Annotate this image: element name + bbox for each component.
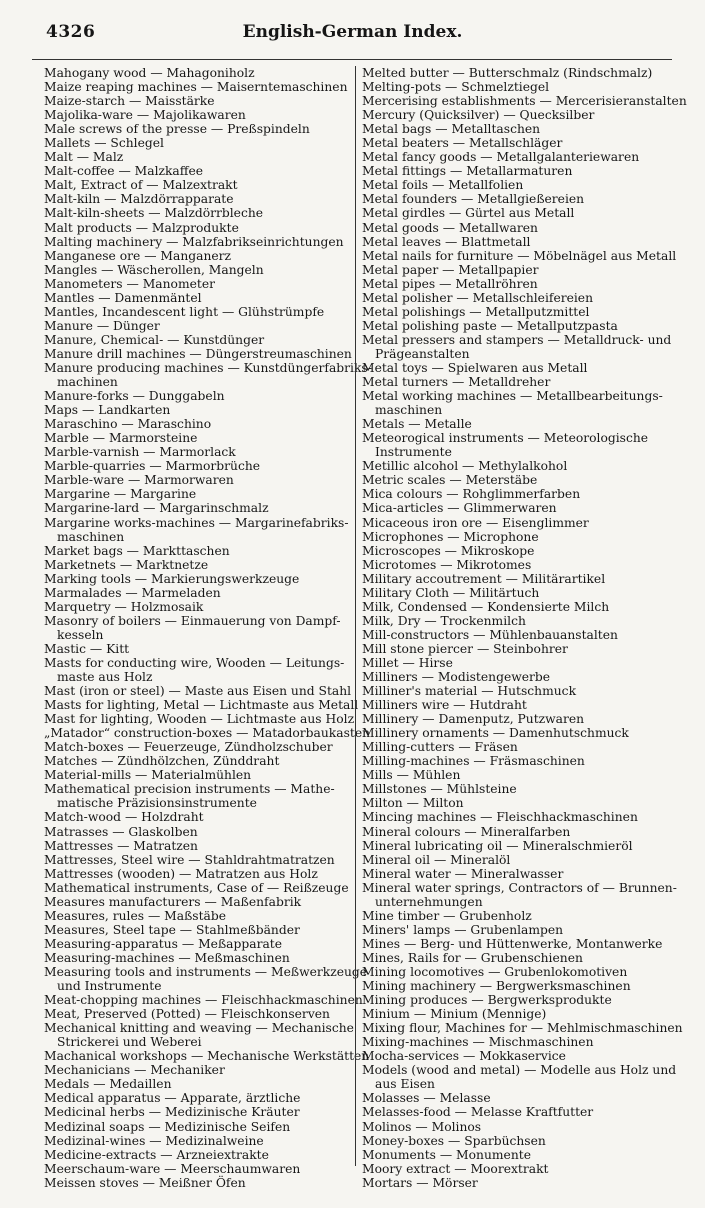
index-entry: Milk, Condensed — Kondensierte Milch xyxy=(362,599,610,614)
index-entry: Metal pressers and stampers — Metalldruck- und Prägeanstalten xyxy=(362,332,672,361)
index-entry: Metal beaters — Metallschläger xyxy=(362,136,563,151)
index-entry: Mercerising establishments — Mercerisieranstalten xyxy=(362,94,687,109)
index-entry: Manganese ore — Manganerz xyxy=(44,248,232,263)
index-entry: Mocha-services — Mokkaservice xyxy=(362,1049,566,1064)
index-entry: Metal founders — Metallgießereien xyxy=(362,192,585,207)
index-entry: Maraschino — Maraschino xyxy=(44,417,212,432)
index-entry: Mineral colours — Mineralfarben xyxy=(362,824,571,839)
index-entry: Mantles — Damenmäntel xyxy=(44,290,202,305)
index-entry: Malt-kiln-sheets — Malzdörrbleche xyxy=(44,206,264,221)
index-entry: Marble — Marmorsteine xyxy=(44,431,198,446)
index-entry: Match-wood — Holzdraht xyxy=(44,810,204,825)
index-entry: Milling-cutters — Fräsen xyxy=(362,740,518,755)
index-entry: Mines — Berg- und Hüttenwerke, Montanwerke xyxy=(362,936,663,951)
index-entry: Matrasses — Glaskolben xyxy=(44,824,198,839)
index-entry: Melted butter — Butterschmalz (Rindschmalz) xyxy=(362,66,653,80)
index-entry: Medizinal-wines — Medizinalweine xyxy=(44,1133,264,1148)
index-entry: Measures manufacturers — Maßenfabrik xyxy=(44,894,302,909)
index-entry: Meerschaum-ware — Meerschaumwaren xyxy=(44,1161,301,1176)
index-entry: Mathematical precision instruments — Mathe- matische Präzisionsinstrumente xyxy=(44,782,335,811)
index-entry: Margarine — Margarine xyxy=(44,487,197,502)
index-entry: Medicine-extracts — Arzneiextrakte xyxy=(44,1147,269,1162)
index-entry: Mathematical instruments, Case of — Reißzeuge xyxy=(44,880,349,895)
index-column-right xyxy=(362,66,687,1190)
index-entry: Margarine-lard — Margarinschmalz xyxy=(44,501,269,516)
index-column-left xyxy=(44,66,372,1190)
index-entry: Milton — Milton xyxy=(362,796,464,811)
column-divider xyxy=(355,66,356,1166)
index-entry: Mine timber — Grubenholz xyxy=(362,908,532,923)
index-entry: Maize-starch — Maisstärke xyxy=(44,94,215,109)
index-entry: Mill-constructors — Mühlenbauanstalten xyxy=(362,627,618,642)
index-entry: Metal fittings — Metallarmaturen xyxy=(362,164,573,179)
index-entry: Metal polishings — Metallputzmittel xyxy=(362,304,590,319)
index-entry: Mast for lighting, Wooden — Lichtmaste aus Holz xyxy=(44,712,355,727)
index-entry: Millet — Hirse xyxy=(362,655,453,670)
index-entry: Margarine works-machines — Margarinefabriks- maschinen xyxy=(44,515,349,544)
index-entry: Mica colours — Rohglimmerfarben xyxy=(362,487,581,502)
index-entry: Microphones — Microphone xyxy=(362,529,539,544)
index-entry: Mahogany wood — Mahagoniholz xyxy=(44,66,255,80)
index-entry: Money-boxes — Sparbüchsen xyxy=(362,1133,546,1148)
index-entry: Marking tools — Markierungswerkzeuge xyxy=(44,571,300,586)
index-entry: Mast (iron or steel) — Maste aus Eisen und Stahl xyxy=(44,684,352,699)
index-entry: Milk, Dry — Trockenmilch xyxy=(362,613,526,628)
index-entry: Meat-chopping machines — Fleischhackmaschinen xyxy=(44,993,363,1008)
index-entry: Manure-forks — Dunggabeln xyxy=(44,389,225,404)
page-title: English-German Index. xyxy=(242,22,463,42)
index-entry: Metal polishing paste — Metallputzpasta xyxy=(362,318,618,333)
index-entry: Metal leaves — Blattmetall xyxy=(362,234,531,249)
index-entry: Medizinal soaps — Medizinische Seifen xyxy=(44,1119,291,1134)
index-entry: Manure — Dünger xyxy=(44,318,160,333)
index-entry: Microtomes — Mikrotomes xyxy=(362,557,532,572)
index-entry: Molasses — Melasse xyxy=(362,1091,491,1106)
index-entry: Milliner's material — Hutschmuck xyxy=(362,684,577,699)
index-entry: Manure drill machines — Düngerstreumaschinen xyxy=(44,346,352,361)
index-entry: Metal turners — Metalldreher xyxy=(362,375,551,390)
index-entry: Mattresses — Matratzen xyxy=(44,838,198,853)
index-entry: Moory extract — Moorextrakt xyxy=(362,1161,549,1176)
index-entry: Miners' lamps — Grubenlampen xyxy=(362,922,564,937)
index-entry: Matches — Zündhölzchen, Zünddraht xyxy=(44,754,280,769)
index-entry: Meteorogical instruments — Meteorologische Instrumente xyxy=(362,431,649,460)
index-entry: Mining locomotives — Grubenlokomotiven xyxy=(362,965,628,979)
index-entry: Majolika-ware — Majolikawaren xyxy=(44,108,246,123)
index-entry: Milliners wire — Hutdraht xyxy=(362,698,527,713)
index-entry: Manure, Chemical- — Kunstdünger xyxy=(44,332,265,347)
index-entry: Metric scales — Meterstäbe xyxy=(362,473,538,488)
index-entry: Medicinal herbs — Medizinische Kräuter xyxy=(44,1105,300,1120)
index-entry: Masts for lighting, Metal — Lichtmaste aus Metall xyxy=(44,698,359,713)
index-entry: Masts for conducting wire, Wooden — Leitungs- maste aus Holz xyxy=(44,655,345,685)
index-entry: Match-boxes — Feuerzeuge, Zündholzschuber xyxy=(44,740,333,755)
index-entry: Metal paper — Metallpapier xyxy=(362,262,539,277)
index-entry: Male screws of the presse — Preßspindeln xyxy=(44,122,310,137)
index-entry: Mixing-machines — Mischmaschinen xyxy=(362,1035,594,1050)
index-entry: Metal pipes — Metallröhren xyxy=(362,276,538,291)
index-entry: Millinery ornaments — Damenhutschmuck xyxy=(362,726,629,741)
index-entry: Metal polisher — Metallschleifereien xyxy=(362,290,594,305)
index-entry: Malt, Extract of — Malzextrakt xyxy=(44,178,238,193)
index-entry: Meissen stoves — Meißner Öfen xyxy=(44,1175,246,1190)
index-entry: Machanical workshops — Mechanische Werkstätten xyxy=(44,1049,370,1064)
index-entry: „Matador“ construction-boxes — Matadorbaukasten xyxy=(44,726,371,741)
index-entry: Metal goods — Metallwaren xyxy=(362,220,538,235)
index-entry: Measures, Steel tape — Stahlmeßbänder xyxy=(44,922,300,937)
index-entry: Malt-coffee — Malzkaffee xyxy=(44,164,204,179)
index-entry: Mastic — Kitt xyxy=(44,641,130,656)
index-entry: Malt-kiln — Malzdörrapparate xyxy=(44,192,234,207)
index-entry: Medical apparatus — Apparate, ärztliche xyxy=(44,1091,301,1106)
index-entry: Mallets — Schlegel xyxy=(44,136,164,151)
index-entry: Mineral oil — Mineralöl xyxy=(362,852,511,867)
index-entry: Mechanicians — Mechaniker xyxy=(44,1063,225,1078)
index-entry: Mineral water springs, Contractors of — Brunnen- unternehmungen xyxy=(362,880,677,909)
index-entry: Mill stone piercer — Steinbohrer xyxy=(362,641,568,656)
index-entry: Meat, Preserved (Potted) — Fleischkonserven xyxy=(44,1007,330,1022)
index-entry: Metal working machines — Metallbearbeitungs- maschinen xyxy=(362,389,663,418)
index-entry: Mining machinery — Bergwerksmaschinen xyxy=(362,979,631,994)
index-entry: Mineral lubricating oil — Mineralschmieröl xyxy=(362,838,633,853)
index-entry: Marble-varnish — Marmorlack xyxy=(44,445,236,460)
index-entry: Market bags — Markttaschen xyxy=(44,543,230,558)
index-entry: Metal fancy goods — Metallgalanteriewaren xyxy=(362,150,640,165)
index-entry: Melasses-food — Melasse Kraftfutter xyxy=(362,1105,594,1120)
index-entry: Masonry of boilers — Einmauerung von Dampf- kesseln xyxy=(44,613,341,642)
index-entry: Mica-articles — Glimmerwaren xyxy=(362,501,557,516)
index-entry: Measuring-machines — Meßmaschinen xyxy=(44,950,290,965)
index-entry: Mills — Mühlen xyxy=(362,768,461,783)
index-entry: Models (wood and metal) — Modelle aus Holz und aus Eisen xyxy=(362,1063,677,1092)
index-entry: Metal toys — Spielwaren aus Metall xyxy=(362,360,588,375)
index-entry: Measures, rules — Maßstäbe xyxy=(44,908,227,923)
index-entry: Metals — Metalle xyxy=(362,417,472,432)
index-entry: Mortars — Mörser xyxy=(362,1175,478,1190)
index-entry: Millstones — Mühlsteine xyxy=(362,782,517,797)
index-entry: Mangles — Wäscherollen, Mangeln xyxy=(44,262,264,277)
index-entry: Maize reaping machines — Maiserntemaschinen xyxy=(44,80,348,95)
index-entry: Manure producing machines — Kunstdüngerfabriks- machinen xyxy=(44,360,372,390)
index-entry: Maps — Landkarten xyxy=(44,403,171,418)
page-header xyxy=(0,22,705,48)
index-entry: Mechanical knitting and weaving — Mechanische Strickerei und Weberei xyxy=(44,1021,354,1050)
index-entry: Minium — Minium (Mennige) xyxy=(362,1007,547,1022)
index-entry: Micaceous iron ore — Eisenglimmer xyxy=(362,515,589,530)
index-entry: Molinos — Molinos xyxy=(362,1119,482,1134)
index-entry: Microscopes — Mikroskope xyxy=(362,543,535,558)
index-entry: Medals — Medaillen xyxy=(44,1077,172,1092)
index-entry: Melting-pots — Schmelztiegel xyxy=(362,80,550,95)
index-entry: Measuring tools and instruments — Meßwerkzeuge und Instrumente xyxy=(44,965,368,994)
index-entry: Marquetry — Holzmosaik xyxy=(44,599,204,614)
index-entry: Milling-machines — Fräsmaschinen xyxy=(362,754,585,769)
index-entry: Military accoutrement — Militärartikel xyxy=(362,571,606,586)
index-entry: Metal foils — Metallfolien xyxy=(362,178,524,193)
index-entry: Milliners — Modistengewerbe xyxy=(362,670,551,685)
index-entry: Mercury (Quicksilver) — Quecksilber xyxy=(362,108,595,123)
index-entry: Military Cloth — Militärtuch xyxy=(362,585,540,600)
index-entry: Metillic alcohol — Methylalkohol xyxy=(362,459,568,474)
index-entry: Manometers — Manometer xyxy=(44,276,215,291)
index-entry: Metal nails for furniture — Möbelnägel aus Metall xyxy=(362,248,677,263)
index-entry: Mincing machines — Fleischhackmaschinen xyxy=(362,810,638,825)
index-entry: Marketnets — Marktnetze xyxy=(44,557,209,572)
index-entry: Millinery — Damenputz, Putzwaren xyxy=(362,712,585,727)
header-rule xyxy=(32,59,672,60)
index-entry: Marble-quarries — Marmorbrüche xyxy=(44,459,261,474)
index-entry: Marmalades — Marmeladen xyxy=(44,585,221,600)
index-entry: Mattresses (wooden) — Matratzen aus Holz xyxy=(44,866,318,881)
index-entry: Marble-ware — Marmorwaren xyxy=(44,473,234,488)
index-entry: Mineral water — Mineralwasser xyxy=(362,866,564,881)
index-entry: Metal girdles — Gürtel aus Metall xyxy=(362,206,575,221)
index-entry: Mines, Rails for — Grubenschienen xyxy=(362,950,583,965)
index-entry: Malt products — Malzprodukte xyxy=(44,220,239,235)
index-entry: Mining produces — Bergwerksprodukte xyxy=(362,993,612,1008)
index-entry: Mantles, Incandescent light — Glühstrümpfe xyxy=(44,304,325,319)
index-entry: Malt — Malz xyxy=(44,150,124,165)
index-entry: Material-mills — Materialmühlen xyxy=(44,768,252,783)
page-number: 4326 xyxy=(46,22,96,42)
index-entry: Mixing flour, Machines for — Mehlmischmaschinen xyxy=(362,1021,683,1036)
index-entry: Metal bags — Metalltaschen xyxy=(362,122,541,137)
index-entry: Monuments — Monumente xyxy=(362,1147,531,1162)
index-entry: Measuring-apparatus — Meßapparate xyxy=(44,936,283,951)
index-entry: Mattresses, Steel wire — Stahldrahtmatratzen xyxy=(44,852,335,867)
index-entry: Malting machinery — Malzfabrikseinrichtungen xyxy=(44,234,344,249)
